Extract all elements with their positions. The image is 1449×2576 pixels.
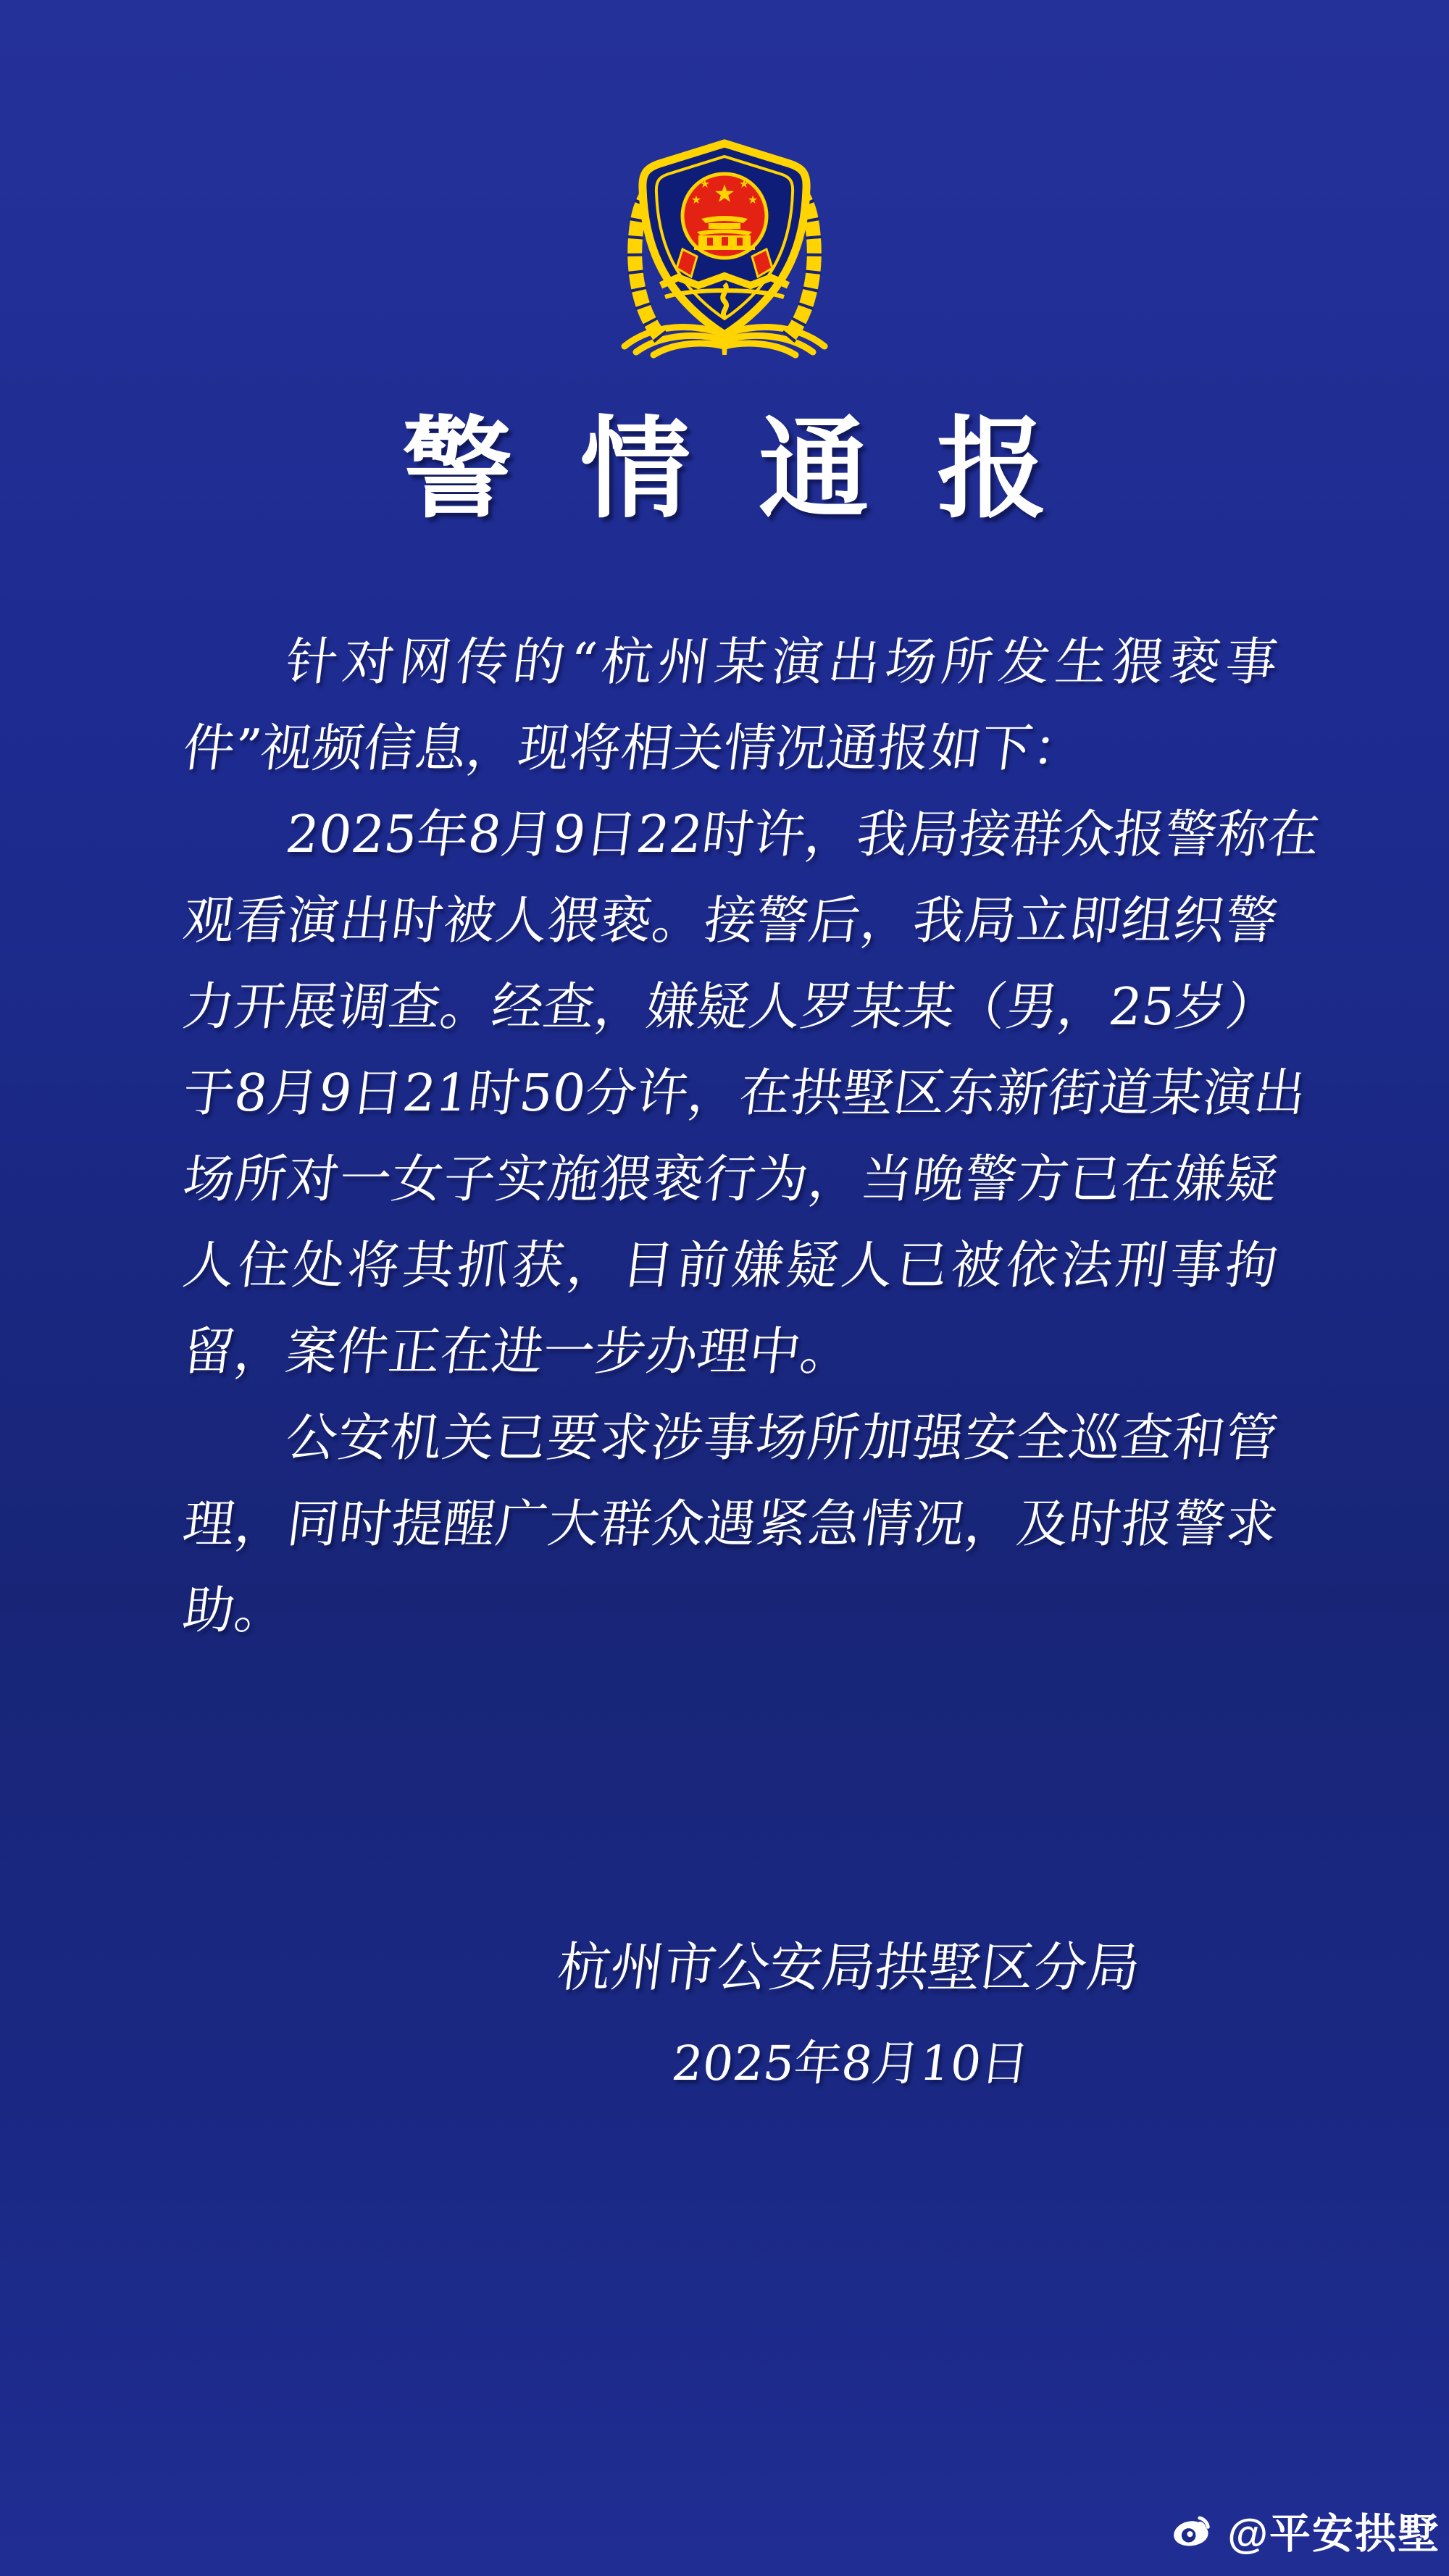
notice-line: 件”视频信息，现将相关情况通报如下： [179, 718, 1088, 778]
notice-line: 理，同时提醒广大群众遇紧急情况，及时报警求 [179, 1494, 1282, 1554]
watermark-text: @平安拱墅 [1227, 2511, 1440, 2557]
watermark [1169, 2501, 1440, 2560]
notice-line: 力开展调查。经查，嫌疑人罗某某（男，25岁） [179, 977, 1282, 1037]
notice-line: 人住处将其抓获，目前嫌疑人已被依法刑事拘 [179, 1235, 1282, 1295]
notice-line: 助。 [179, 1580, 291, 1640]
notice-line: 2025年8月9日22时许，我局接群众报警称在 [282, 804, 1324, 864]
notice-title: 警情通报 [402, 403, 1115, 533]
notice-line: 于8月9日21时50分许，在拱墅区东新街道某演出 [179, 1063, 1310, 1123]
notice-line: 针对网传的“杭州某演出场所发生猥亵事 [282, 632, 1282, 692]
notice-line: 观看演出时被人猥亵。接警后，我局立即组织警 [179, 890, 1282, 950]
notice-body [179, 619, 1324, 1653]
notice-line: 留，案件正在进一步办理中。 [179, 1321, 856, 1381]
weibo-icon [1169, 2509, 1216, 2551]
notice-line: 公安机关已要求涉事场所加强安全巡查和管 [282, 1408, 1282, 1468]
notice-date: 2025年8月10日 [669, 2036, 1032, 2091]
notice-line: 场所对一女子实施猥亵行为，当晚警方已在嫌疑 [179, 1149, 1282, 1209]
police-badge-icon [616, 135, 833, 361]
agency-signature: 杭州市公安局拱墅区分局 [554, 1937, 1144, 1999]
